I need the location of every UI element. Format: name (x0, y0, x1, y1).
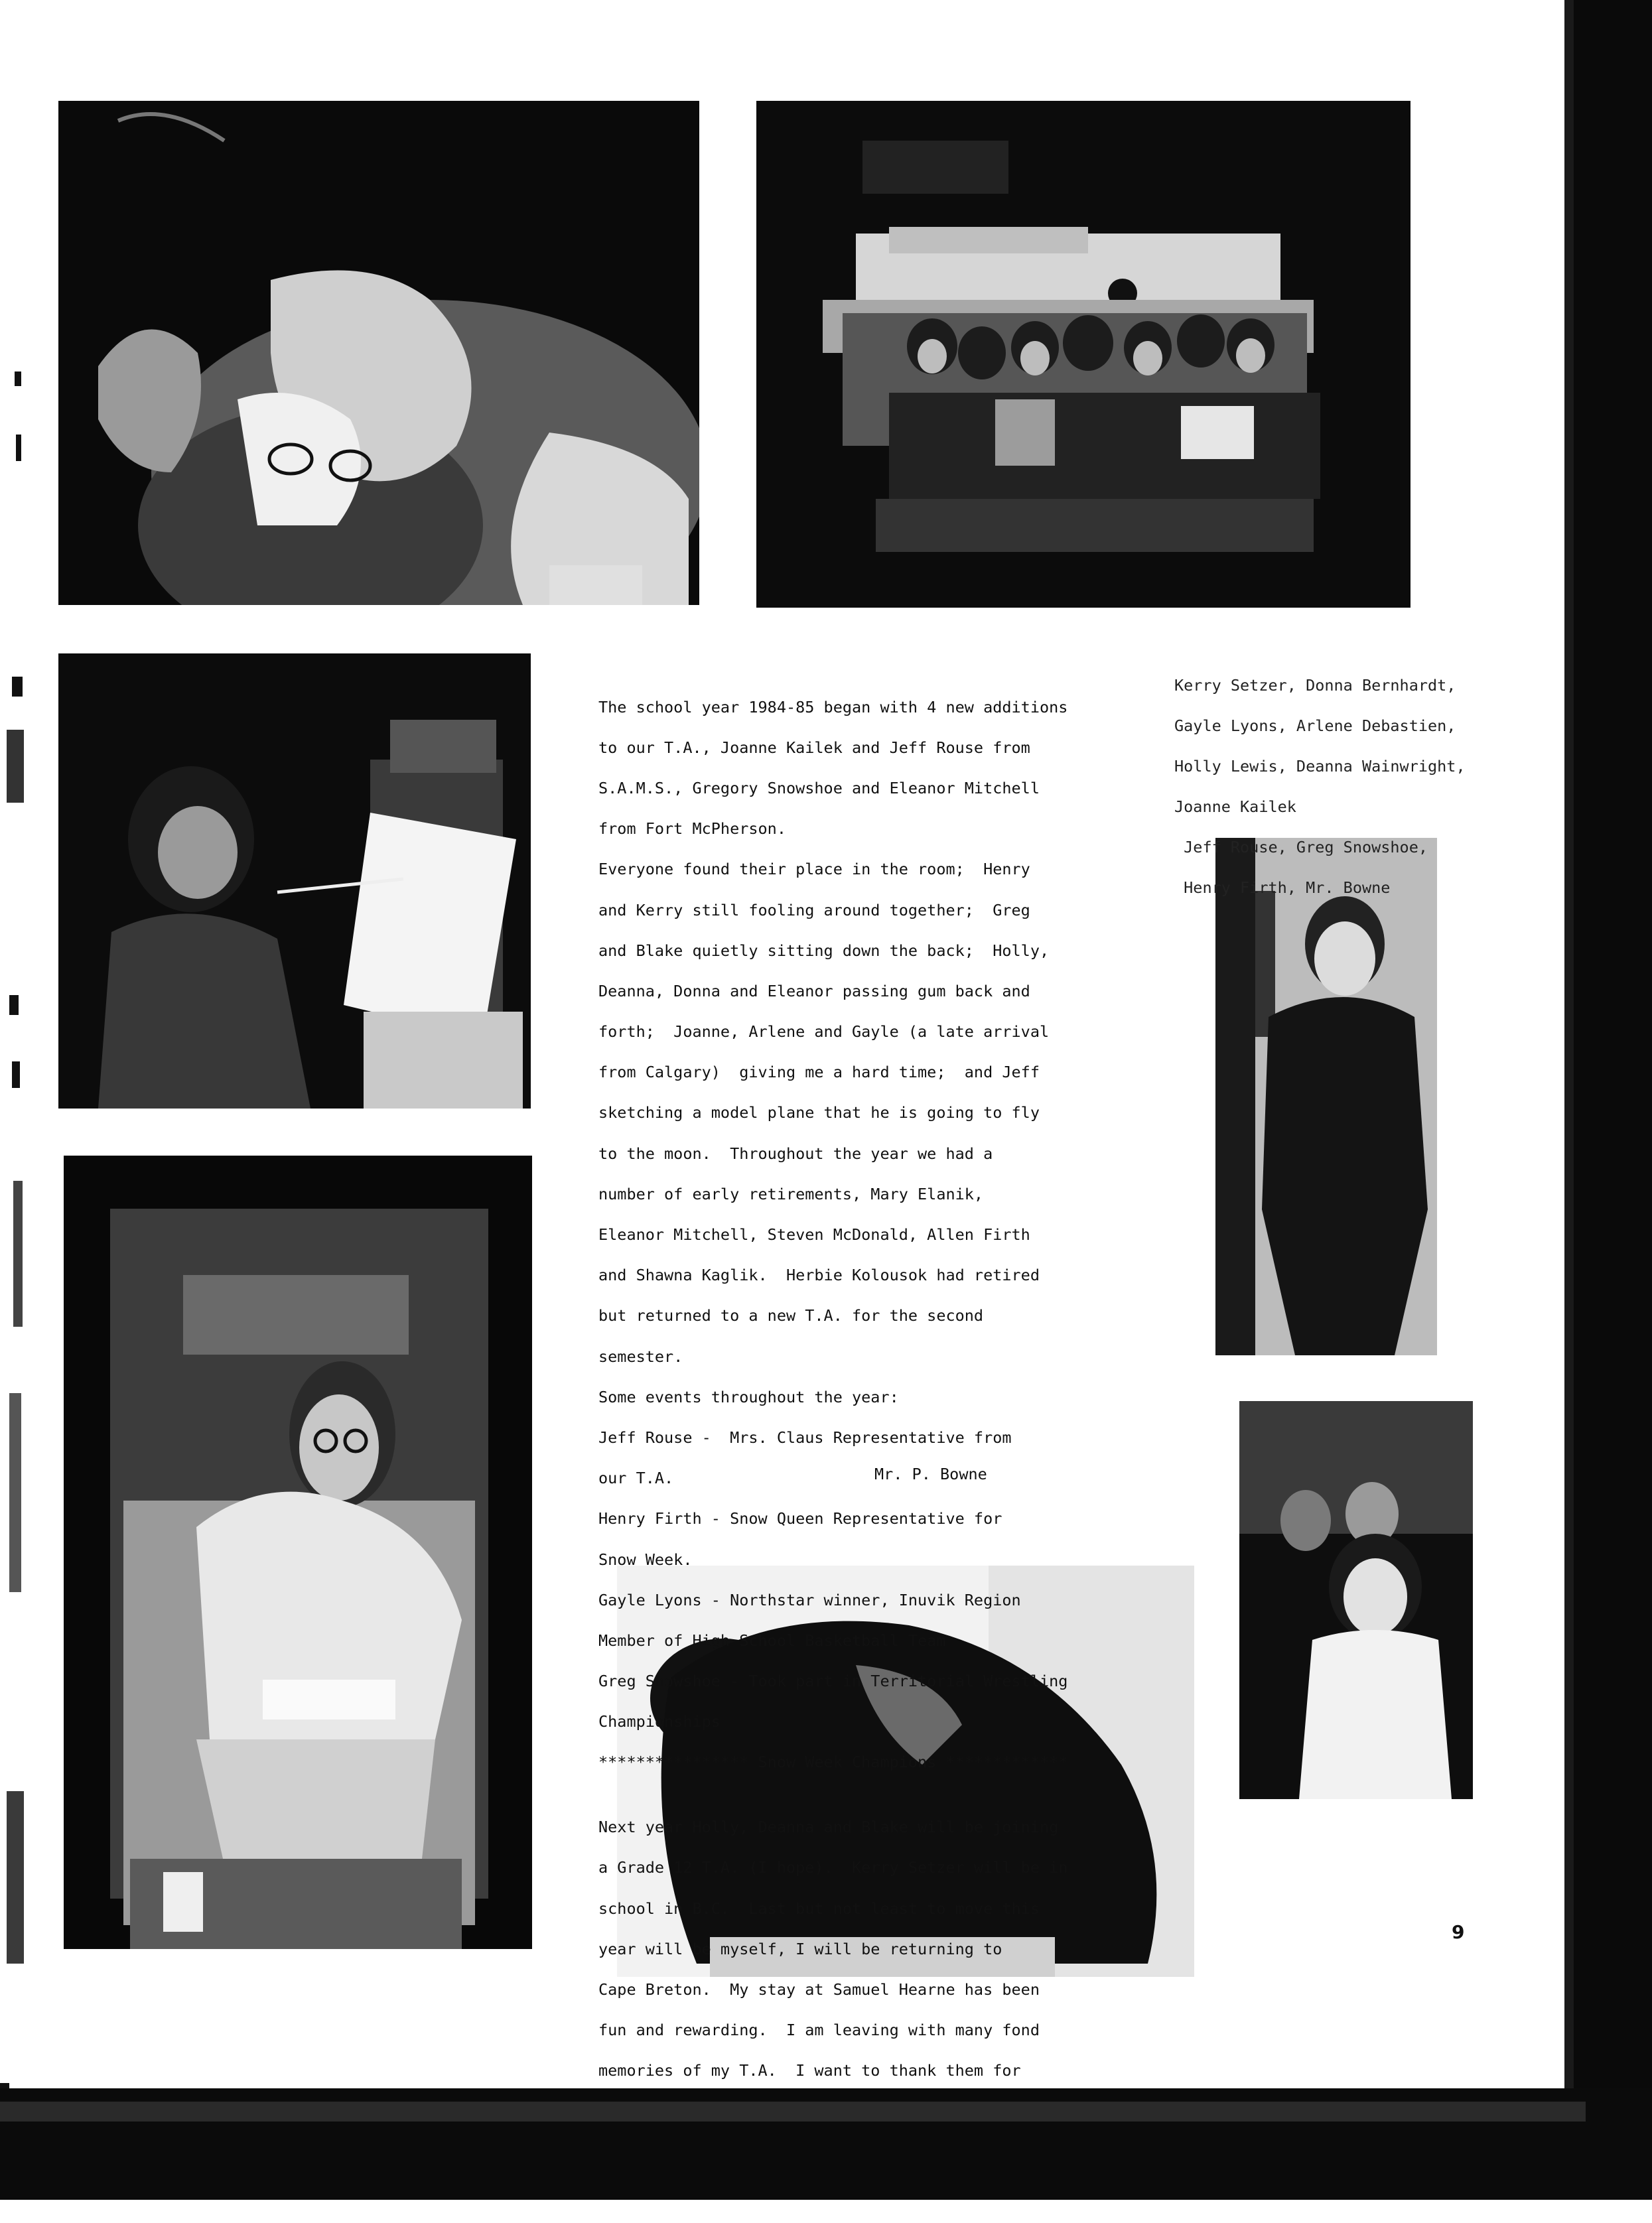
caption-line: Henry Firth, Mr. Bowne (1174, 878, 1391, 897)
article-line: sketching a model plane that he is going to fly (598, 1103, 1040, 1122)
scan-mark (7, 1791, 24, 1964)
article-closing-line: school in B.C. Last but not least to move this (598, 1899, 1040, 1918)
article-line: The school year 1984-85 began with 4 new additions (598, 697, 1068, 716)
article-line: Some events throughout the year: (598, 1387, 899, 1406)
photo-student-sketching-image (58, 653, 531, 1109)
article-line: from Calgary) giving me a hard time; and Jeff (598, 1063, 1040, 1082)
article-line: and Shawna Kaglik. Herbie Kolousok had retired (598, 1266, 1040, 1285)
scan-mark (16, 435, 21, 461)
article-line: Member of High School Basketball Team (598, 1631, 946, 1650)
article-line: but returned to a new T.A. for the second (598, 1306, 984, 1325)
caption-line: Joanne Kailek (1174, 797, 1296, 816)
article-line: and Kerry still fooling around together; Greg (598, 900, 1030, 919)
article-closing-line: year will be myself, I will be returning to (598, 1939, 1002, 1958)
article-line: Championships (598, 1712, 721, 1731)
article-line: S.A.M.S., Gregory Snowshoe and Eleanor Mitchell (598, 778, 1040, 797)
group-photo-caption (1174, 655, 1519, 918)
photo-student-closeup (58, 101, 699, 605)
article-line: number of early retirements, Mary Elanik, (598, 1184, 984, 1203)
article-line: Gayle Lyons - Northstar winner, Inuvik Region (598, 1590, 1021, 1609)
scan-mark (15, 371, 21, 386)
photo-teacher-seated-image (64, 1156, 532, 1949)
article-line: semester. (598, 1347, 683, 1366)
photo-student-portrait-image (1239, 1401, 1473, 1799)
scan-edge-line (1564, 0, 1574, 2200)
article-line: Greg Snowshoe - Took part in Territorial Wrestling (598, 1672, 1068, 1691)
scan-mark (9, 1393, 21, 1592)
article-line: Everyone found their place in the room; Henry (598, 860, 1030, 879)
article-closing-line: Cape Breton. My stay at Samuel Hearne has been (598, 1980, 1040, 1999)
photo-student-portrait (1239, 1401, 1473, 1799)
article-line: forth; Joanne, Arlene and Gayle (a late arrival (598, 1022, 1050, 1042)
photo-student-closeup-image (58, 101, 699, 605)
article-line: and Blake quietly sitting down the back; Holly, (598, 941, 1050, 960)
caption-line: Holly Lewis, Deanna Wainwright, (1174, 756, 1466, 775)
article-line: Snow Week. (598, 1550, 693, 1569)
photo-student-sketching (58, 653, 531, 1109)
page-number: 9 (1452, 1921, 1465, 1943)
article-line: Eleanor Mitchell, Steven McDonald, Allen Firth (598, 1225, 1030, 1245)
article-closing-line: memories of my T.A. I want to thank them for (598, 2061, 1021, 2080)
scan-mark (12, 677, 23, 697)
article-closing-line: Next year Holly, Deanna and Blake will be joining (598, 1818, 1059, 1837)
article-signature: Mr. P. Bowne (874, 1465, 987, 1483)
scan-mark (12, 1061, 20, 1088)
article-line: Henry Firth - Snow Queen Representative for (598, 1509, 1002, 1528)
article-line: **************** Snow Week Champions ************* (598, 1753, 1068, 1772)
article-line: from Fort McPherson. (598, 819, 786, 839)
scan-bottom-strip (0, 2102, 1586, 2122)
scan-right-border (1574, 0, 1652, 2200)
article-closing-line: a Grade 12 T.A. (I hope). Kerry Setzer will be in (598, 1858, 1068, 1877)
article-line: to the moon. Throughout the year we had a (598, 1144, 993, 1163)
article-line: our T.A. (598, 1469, 674, 1488)
photo-homeroom-group (756, 101, 1411, 608)
photo-homeroom-group-image (756, 101, 1411, 608)
caption-line: Jeff Rouse, Greg Snowshoe, (1174, 837, 1428, 856)
caption-line: Gayle Lyons, Arlene Debastien, (1174, 716, 1456, 735)
article-line: to our T.A., Joanne Kailek and Jeff Rouse from (598, 738, 1030, 757)
scan-mark (7, 730, 24, 803)
scan-mark (13, 1181, 23, 1327)
article-line: Deanna, Donna and Eleanor passing gum back and (598, 981, 1030, 1000)
article-closing-line: fun and rewarding. I am leaving with many fond (598, 2021, 1040, 2040)
scan-mark (9, 995, 19, 1015)
caption-line: Kerry Setzer, Donna Bernhardt, (1174, 675, 1456, 695)
article-body (598, 677, 1129, 2223)
photo-teacher-seated (64, 1156, 532, 1949)
article-line: Jeff Rouse - Mrs. Claus Representative from (598, 1428, 1012, 1447)
